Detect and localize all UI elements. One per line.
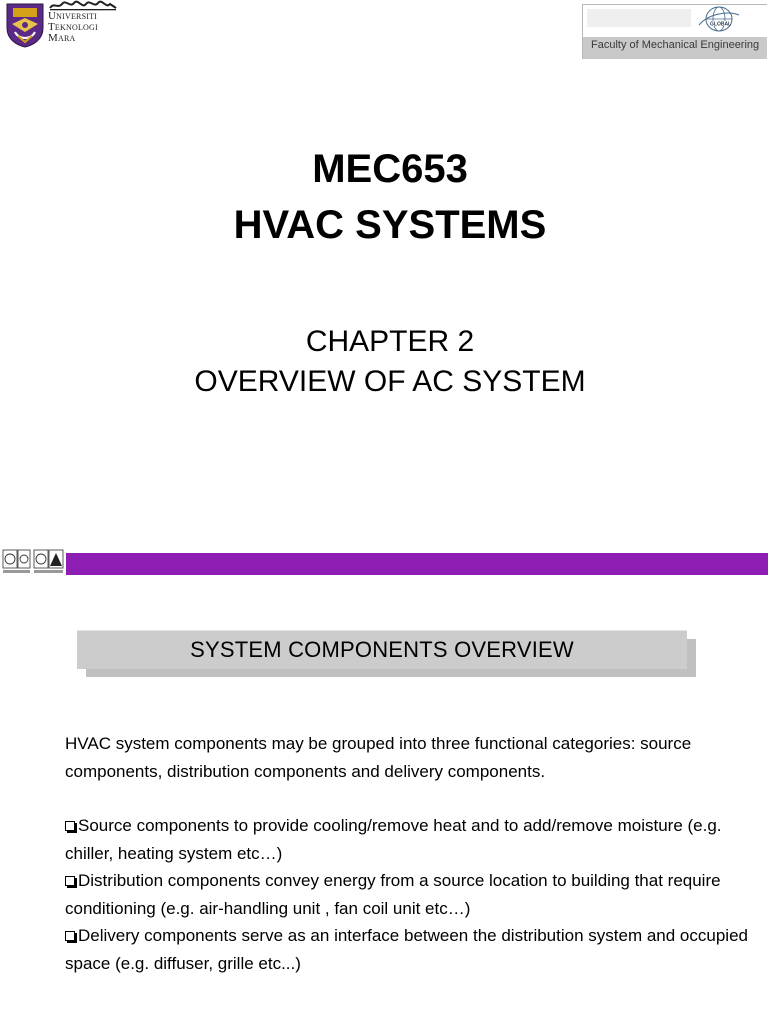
university-name-line: Universiti bbox=[48, 10, 98, 22]
university-logo bbox=[2, 0, 122, 50]
divider-bar bbox=[66, 553, 768, 575]
section-heading bbox=[77, 630, 687, 669]
university-name-line: Mara bbox=[48, 32, 76, 44]
faculty-banner bbox=[582, 4, 767, 59]
uitm-crest-icon bbox=[4, 2, 46, 48]
list-item-text: Delivery components serve as an interface between the distribution system and occupied space (e.g. diffuser, grille etc...) bbox=[65, 926, 748, 973]
intro-paragraph: HVAC system components may be grouped into three functional categories: source components, distribution components and delivery components. bbox=[65, 734, 692, 781]
course-title: HVAC SYSTEMS bbox=[233, 203, 547, 247]
certification-logos bbox=[2, 549, 64, 577]
list-item-text: Distribution components convey energy from a source location to building that require conditioning (e.g. air-handling unit , fan coil unit etc…) bbox=[65, 871, 721, 918]
course-code: MEC653 bbox=[312, 147, 468, 191]
section-body bbox=[65, 730, 755, 977]
svg-text:GLOBAL: GLOBAL bbox=[710, 21, 732, 28]
list-item bbox=[65, 812, 755, 867]
faculty-name: Faculty of Mechanical Engineering bbox=[591, 39, 760, 51]
list-item bbox=[65, 867, 755, 922]
faculty-strip bbox=[583, 37, 767, 59]
globe-icon bbox=[695, 5, 741, 35]
certification-mark-icon bbox=[3, 550, 30, 573]
university-name-line: Teknologi bbox=[48, 21, 98, 33]
checkbox-bullet-icon bbox=[65, 821, 75, 831]
chapter-number: CHAPTER 2 bbox=[305, 325, 475, 358]
checkbox-bullet-icon bbox=[65, 931, 75, 941]
chapter-title: OVERVIEW OF AC SYSTEM bbox=[194, 365, 586, 398]
section-heading-text: SYSTEM COMPONENTS OVERVIEW bbox=[190, 637, 574, 662]
list-item bbox=[65, 922, 755, 977]
certification-mark-icon bbox=[34, 550, 63, 573]
list-item-text: Source components to provide cooling/remove heat and to add/remove moisture (e.g. chiller, heating system etc…) bbox=[65, 816, 722, 863]
banner-shade bbox=[587, 9, 691, 27]
university-name bbox=[48, 0, 118, 44]
checkbox-bullet-icon bbox=[65, 876, 75, 886]
